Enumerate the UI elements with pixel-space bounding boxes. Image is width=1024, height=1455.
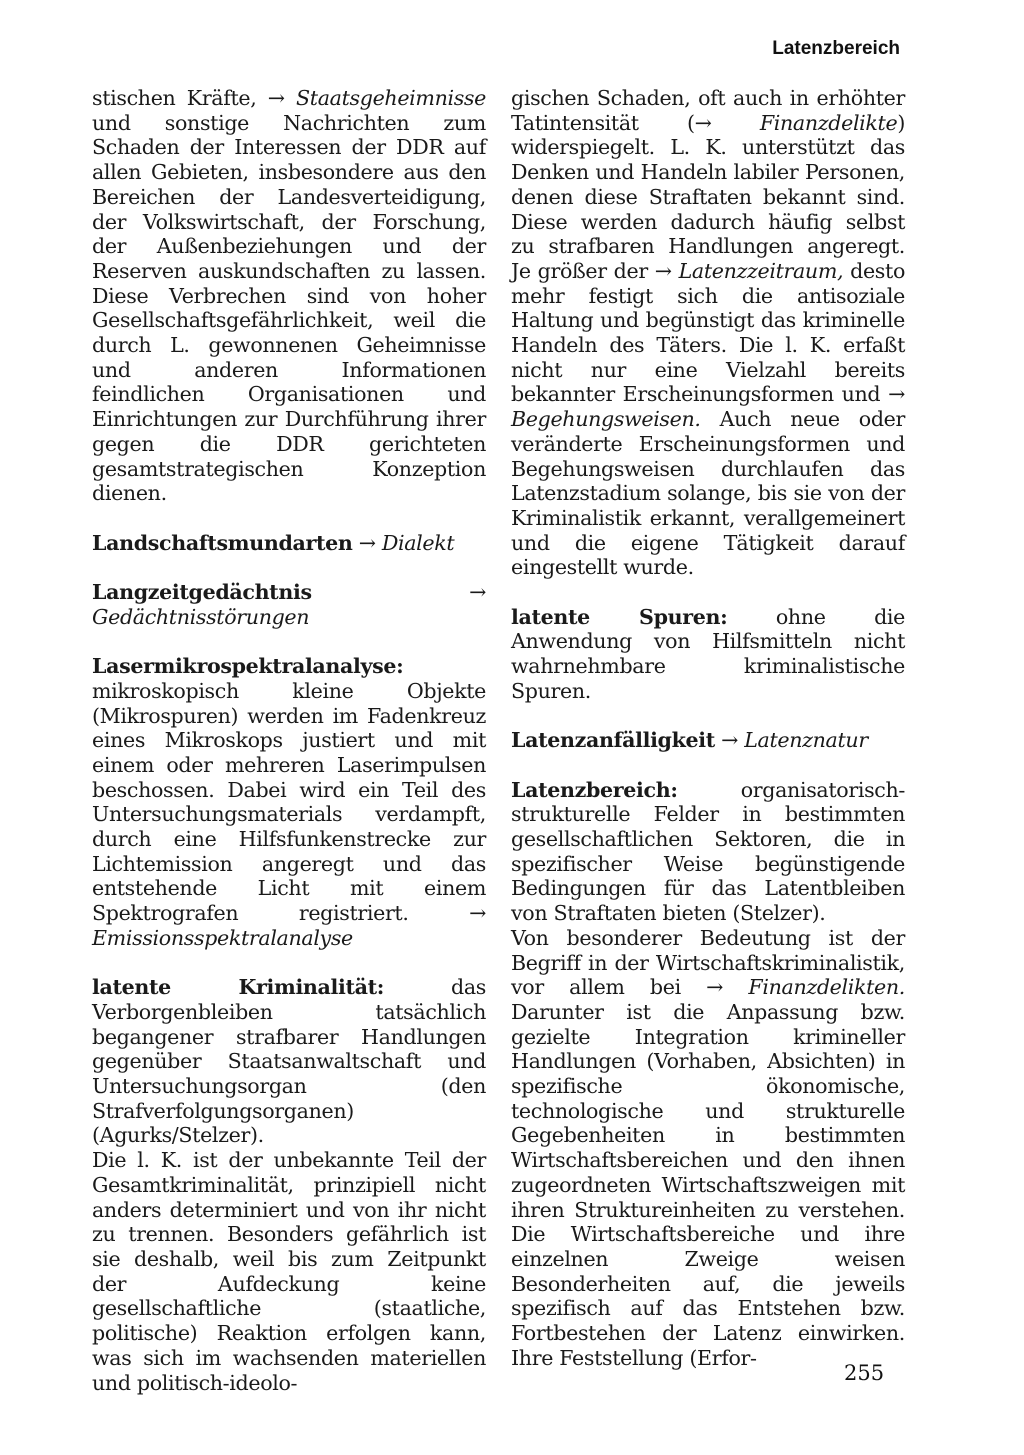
right-column (511, 86, 905, 1371)
entry-latenzbereich-cont (511, 926, 905, 1371)
running-head: Latenzbereich (772, 38, 900, 59)
headword: latente Spuren: (511, 604, 728, 629)
cross-reference: Emissionsspektralanalyse (92, 925, 353, 950)
headword: Landschaftsmundarten (92, 530, 353, 555)
entry-continuation-right (511, 86, 905, 580)
cross-reference: Begehungsweisen. (511, 407, 701, 432)
entry-landschaftsmundarten (92, 531, 486, 556)
arrow: → (714, 728, 745, 753)
page-number: 255 (844, 1361, 885, 1385)
cross-reference: Finanzdelikte (759, 110, 898, 135)
cross-reference: Dialekt (381, 530, 455, 555)
cross-reference: Finanzdelikten. (748, 975, 905, 1000)
entry-latenzbereich (511, 778, 905, 926)
entry-lasermikrospektralanalyse (92, 654, 486, 950)
text-span: Auch neue oder veränderte Erscheinungsformen und Begehungsweisen durchlaufen das Latenzstadium solange, bis sie von der Kriminalistik erkannt, verallgemeinert und die eigene Tätigkeit darauf eingestellt wurde. (511, 407, 905, 580)
definition-text: mikroskopisch kleine Objekte (Mikrospuren) werden im Fadenkreuz eines Mikroskops justiert und mit einem oder mehreren Laserimpulsen beschossen. Dabei wird ein Teil des Untersuchungsmaterials verdampft, durch eine Hilfsfunkenstrecke zur Lichtemission angeregt und das entstehende Licht mit einem Spektrografen registriert. → (92, 678, 486, 926)
cross-reference: Gedächtnisstörungen (92, 604, 310, 629)
headword: Latenzbereich: (511, 777, 678, 802)
left-column (92, 86, 486, 1395)
text-span: Von besonderer Bedeutung ist der Begriff in der Wirtschaftskriminalistik, vor allem bei → (511, 925, 905, 1000)
definition-text: organisatorisch-strukturelle Felder in bestimmten gesellschaftlichen Sektoren, die in spezifischer Weise begünstigende Bedingungen für das Latentbleiben von Straftaten bieten (Stelzer). (511, 777, 905, 926)
text-span: und sonstige Nachrichten zum Schaden der Interessen der DDR auf allen Gebieten, insbesondere aus den Bereichen der Landesverteidigung, der Volkswirtschaft, der Forschung, der Außenbeziehungen und der Reserven auskundschaften zu lassen. Diese Verbrechen sind von hoher Gesellschaftsgefährlichkeit, weil die durch L. gewonnenen Geheimnisse und anderen Informationen feindlichen Organisationen und Einrichtungen zur Durchführung ihrer gegen die DDR gerichteten gesamtstrategischen Konzeption dienen. (92, 110, 486, 506)
text-span: desto mehr festigt sich die antisoziale Haltung und begünstigt das kriminelle Handeln des Täters. Die l. K. erfaßt nicht nur eine Vielzahl bereits bekannter Erscheinungsformen und → (511, 258, 905, 407)
text-span: ) widerspiegelt. L. K. unterstützt das Denken und Handeln labiler Personen, denen diese Straftaten bekannt sind. Diese werden dadurch häufig selbst zu strafbaren Handlungen angeregt. Je größer der → (511, 110, 905, 283)
definition-text: das Verborgenbleiben tatsächlich begangener strafbarer Handlungen gegenüber Staatsanwaltschaft und Untersuchungsorgan (den Strafverfolgungsorganen) (Agurks/Stelzer). (92, 975, 486, 1148)
headword: Latenzanfälligkeit (511, 728, 715, 753)
cross-reference: Latenznatur (744, 728, 868, 753)
entry-latenzanfaelligkeit (511, 728, 905, 753)
cross-reference: Latenzzeitraum, (678, 258, 844, 283)
arrow: → (311, 580, 486, 605)
headword: Langzeitgedächtnis (92, 580, 312, 605)
text-span: Darunter ist die Anpassung bzw. gezielte Integration krimineller Handlungen (Vorhaben, Absichten) in spezifische ökonomische, technologische und strukturelle Gegebenheiten in bestimmten Wirtschaftsbereichen und den ihnen zugeordneten Wirtschaftszweigen mit ihren Struktureinheiten zu verstehen. Die Wirtschaftsbereiche und ihre einzelnen Zweige weisen Besonderheiten auf, die jeweils spezifisch auf das Entstehen bzw. Fortbestehen der Latenz einwirken. Ihre Feststellung (Erfor- (511, 999, 905, 1370)
cross-reference: Staatsgeheimnisse (296, 86, 486, 110)
entry-continuation-left (92, 86, 486, 506)
entry-latente-kriminalitaet (92, 975, 486, 1148)
text-span: stischen Kräfte, → (92, 86, 297, 110)
definition-text: ohne die Anwendung von Hilfsmitteln nicht wahrnehmbare kriminalistische Spuren. (511, 604, 906, 703)
entry-latente-kriminalitaet-cont: Die l. K. ist der unbekannte Teil der Gesamtkriminalität, prinzipiell nicht anders determiniert und von ihr nicht zu trennen. Besonders gefährlich ist sie deshalb, weil bis zum Zeitpunkt der Aufdeckung keine gesellschaftliche (staatliche, politische) Reaktion erfolgen kann, was sich im wachsenden materiellen und politisch-ideolo- (92, 1148, 486, 1395)
headword: Lasermikrospektralanalyse: (92, 654, 404, 679)
headword: latente Kriminalität: (92, 975, 385, 1000)
arrow: → (352, 530, 382, 555)
entry-langzeitgedaechtnis (92, 580, 486, 629)
text-span: gischen Schaden, oft auch in erhöhter Tatintensität (→ (511, 86, 905, 135)
entry-latente-spuren (511, 605, 905, 704)
